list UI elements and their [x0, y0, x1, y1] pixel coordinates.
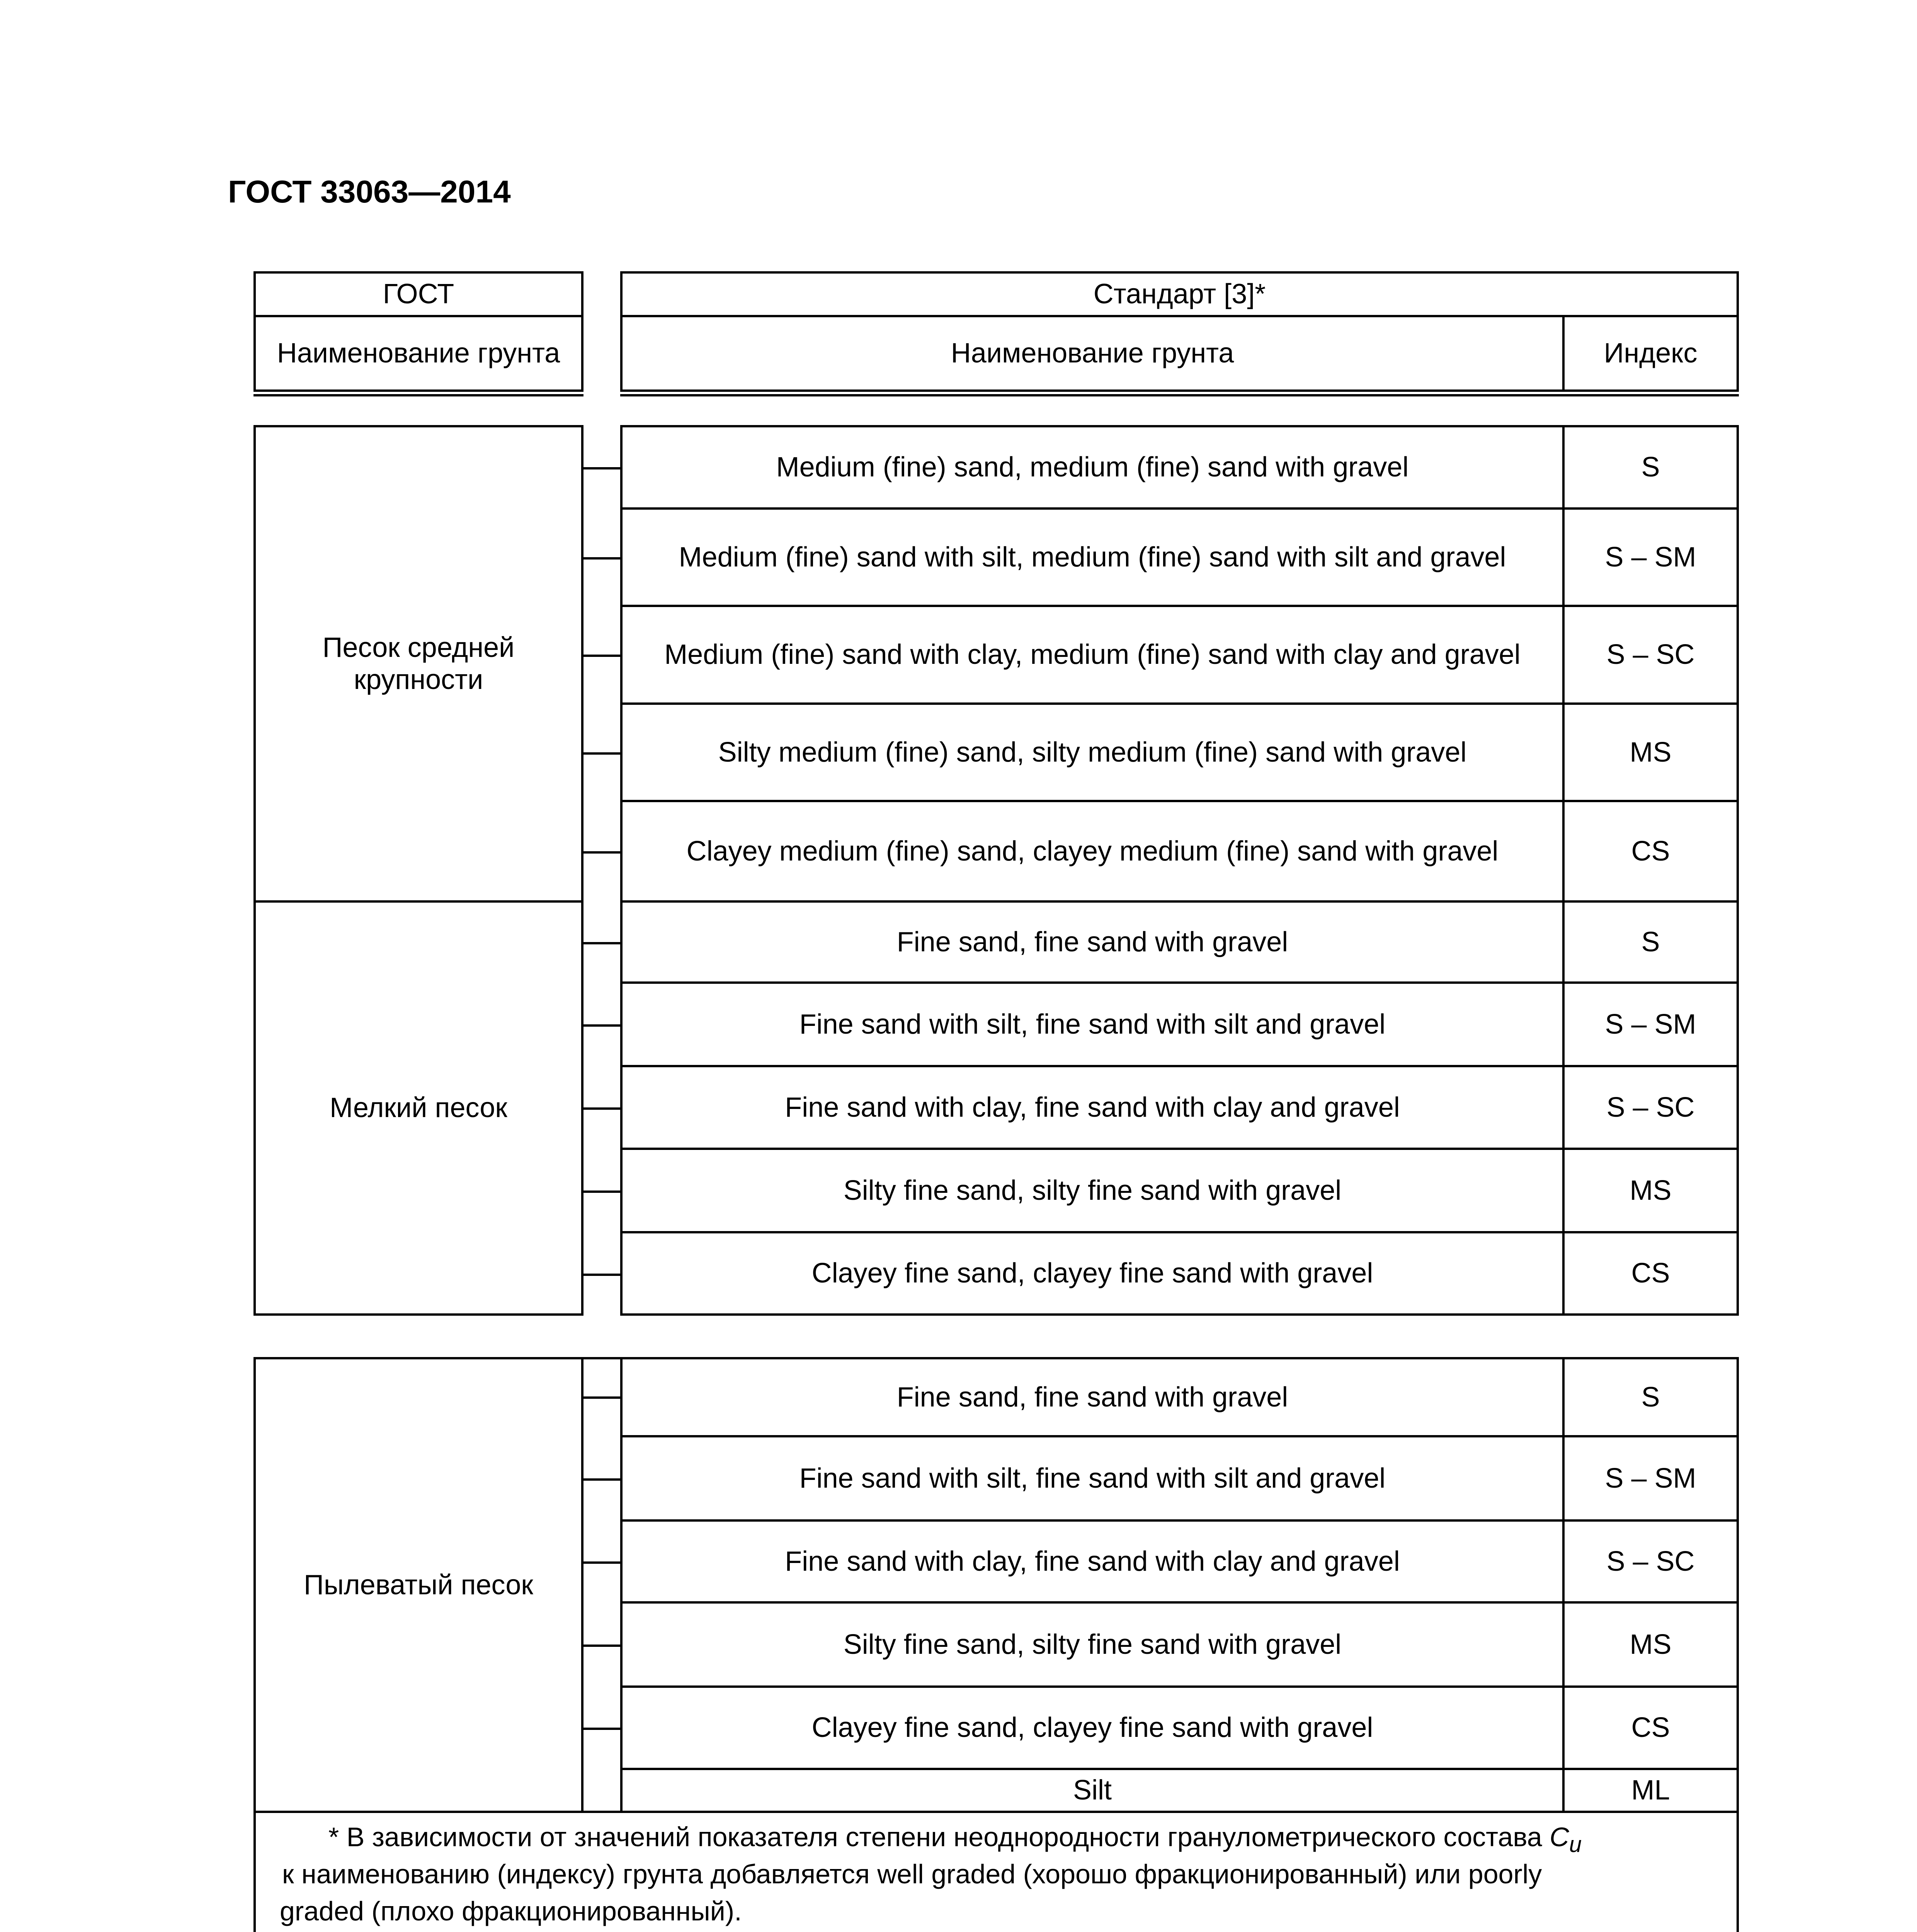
connector-tick [583, 1024, 620, 1027]
row-index: S [1641, 926, 1660, 957]
row-index: S – SM [1605, 1463, 1696, 1494]
standard-header: Стандарт [3]* [1093, 279, 1266, 310]
row-name: Silty fine sand, silty fine sand with gravel [843, 1629, 1342, 1660]
row-name: Fine sand with clay, fine sand with clay and gravel [785, 1546, 1400, 1577]
row-index: ML [1631, 1775, 1670, 1806]
row-name: Clayey fine sand, clayey fine sand with gravel [811, 1258, 1373, 1289]
gost-header-double-line [253, 394, 583, 396]
connector-tick [583, 1561, 620, 1564]
row-name: Medium (fine) sand with clay, medium (fine) sand with clay and gravel [664, 639, 1521, 670]
connector-tick [583, 752, 620, 755]
footnote-line-1: * В зависимости от значений показателя степени неоднородности гранулометрического состава $C_u$ [328, 1822, 1582, 1857]
row-name: Fine sand, fine sand with gravel [896, 926, 1288, 957]
connector-tick [583, 851, 620, 854]
row-index: CS [1631, 835, 1670, 867]
row-name: Clayey medium (fine) sand, clayey medium (fine) sand with gravel [686, 835, 1499, 867]
row-name: Medium (fine) sand with silt, medium (fine) sand with silt and gravel [679, 541, 1506, 573]
row-index: MS [1630, 736, 1672, 768]
row-name: Fine sand with silt, fine sand with silt and gravel [799, 1463, 1386, 1494]
document-title: ГОСТ 33063—2014 [228, 174, 511, 209]
row-index: S – SM [1605, 541, 1696, 573]
row-index: CS [1631, 1258, 1670, 1289]
connector-tick [583, 942, 620, 944]
footnote-line-3: graded (плохо фракционированный). [280, 1896, 742, 1926]
gost-group-silty-sand: Пылеватый песок [304, 1569, 533, 1600]
row-index: S [1641, 452, 1660, 483]
row-index: S – SM [1605, 1009, 1696, 1040]
connector-tick [583, 1396, 620, 1399]
connector-tick [583, 1645, 620, 1647]
standard-header-double-line [620, 394, 1739, 396]
row-name: Fine sand with clay, fine sand with clay and gravel [785, 1092, 1400, 1123]
index-header: Индекс [1604, 338, 1698, 369]
row-index: CS [1631, 1712, 1670, 1743]
connector-tick [583, 1274, 620, 1276]
row-index: S [1641, 1381, 1660, 1413]
connector-tick [583, 557, 620, 560]
connector-tick [583, 1107, 620, 1110]
connector-tick [583, 1728, 620, 1730]
row-name: Silty fine sand, silty fine sand with gravel [843, 1175, 1342, 1206]
row-index: MS [1630, 1629, 1672, 1660]
row-name: Fine sand with silt, fine sand with silt and gravel [799, 1009, 1386, 1040]
gost-group-medium-sand: Песок средней крупности [322, 632, 515, 695]
connector-tick [583, 467, 620, 469]
row-name: Medium (fine) sand, medium (fine) sand with gravel [776, 452, 1409, 483]
row-name: Fine sand, fine sand with gravel [896, 1381, 1288, 1413]
footnote-divider [253, 1811, 1739, 1813]
row-index: S – SC [1606, 639, 1695, 670]
standard-soil-name-header: Наименование грунта [951, 338, 1234, 369]
connector-tick [583, 1190, 620, 1193]
footnote-line-2: к наименованию (индексу) грунта добавляется well graded (хорошо фракционированный) или poorly [282, 1859, 1542, 1889]
connector-tick [583, 655, 620, 657]
gost-header: ГОСТ [383, 279, 454, 310]
gost-group-fine-sand: Мелкий песок [330, 1092, 507, 1124]
row-name: Silty medium (fine) sand, silty medium (fine) sand with gravel [718, 736, 1467, 768]
gost-column-right-border [581, 1357, 583, 1813]
row-index: S – SC [1606, 1092, 1695, 1123]
row-index: S – SC [1606, 1546, 1695, 1577]
gost-soil-name-header: Наименование грунта [277, 338, 560, 369]
row-name: Silt [1073, 1775, 1112, 1806]
row-name: Clayey fine sand, clayey fine sand with gravel [811, 1712, 1373, 1743]
row-index: MS [1630, 1175, 1672, 1206]
connector-tick [583, 1478, 620, 1481]
